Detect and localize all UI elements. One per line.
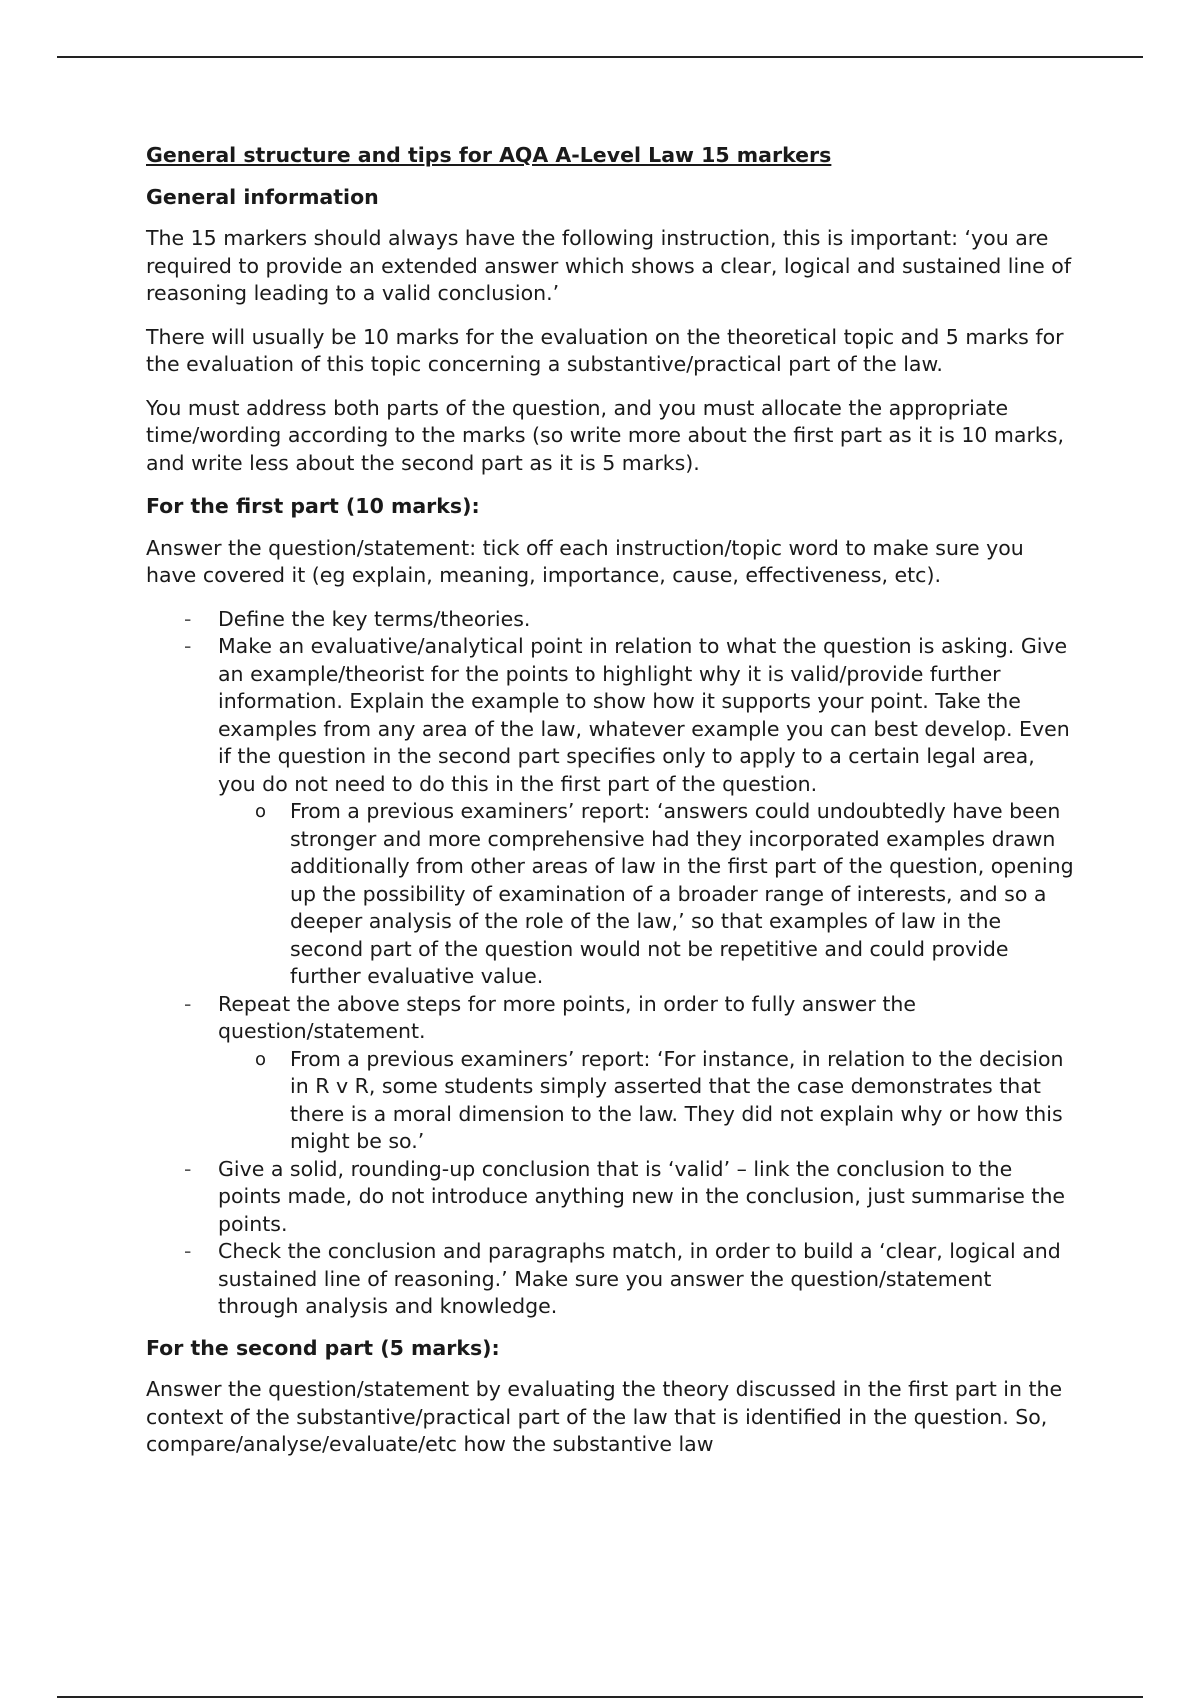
dash-bullet-icon: - xyxy=(184,634,192,658)
dash-bullet-icon: - xyxy=(184,991,192,1016)
section-heading-first-part: For the first part (10 marks): xyxy=(146,494,480,518)
list-item-text: Give a solid, rounding-up conclusion that is ‘valid’ – link the conclusion to the points made, do not introduce anything new in the conclusion, just summarise the points. xyxy=(218,1156,1066,1236)
paragraph: Answer the question/statement by evaluating the theory discussed in the first part in the context of the substantive/practical part of the law that is identified in the question. So, compare/analyse/evaluate/etc how the substantive law xyxy=(146,1377,1063,1456)
bottom-divider xyxy=(57,1696,1143,1698)
paragraph: Answer the question/statement: tick off each instruction/topic word to make sure you have covered it (eg explain, meaning, importance, cause, effectiveness, etc). xyxy=(146,535,1024,587)
list-item xyxy=(146,606,1076,634)
circle-bullet-icon: o xyxy=(255,1048,267,1070)
sub-bullet-list xyxy=(218,1046,1076,1156)
sub-list-item-text: From a previous examiners’ report: ‘answers could undoubtedly have been stronger and more comprehensive had they incorporated examples drawn additionally from other areas of law in the first part of the question, opening up the possibility of examination of a broader range of interests, and so a deeper analysis of the role of the law,’ so that examples of law in the second part of the question would not be repetitive and could provide further evaluative value. xyxy=(290,799,1074,988)
list-item xyxy=(146,991,1076,1156)
list-item-text: Make an evaluative/analytical point in relation to what the question is asking. Give an example/theorist for the points to highlight why it is valid/provide further information. Explain the example to show how it supports your point. Take the examples from any area of the law, whatever example you can best develop. Even if the question in the second part specifies only to apply to a certain legal area, you do not need to do this in the first part of the question. xyxy=(218,634,1070,796)
section-heading-general: General information xyxy=(146,184,379,209)
sub-bullet-list xyxy=(218,798,1076,991)
paragraph: The 15 markers should always have the following instruction, this is important: ‘you are required to provide an extended answer which shows a clear, logical and sustained line of reasoning leading to a valid conclusion.’ xyxy=(146,226,1072,305)
paragraph: You must address both parts of the question, and you must allocate the appropriate time/wording according to the marks (so write more about the first part as it is 10 marks, and write less about the second part as it is 5 marks). xyxy=(146,395,1064,475)
sub-list-item-text: From a previous examiners’ report: ‘For instance, in relation to the decision in R v R, some students simply asserted that the case demonstrates that there is a moral dimension to the law. They did not explain why or how this might be so.’ xyxy=(290,1046,1064,1153)
document-body xyxy=(146,142,1076,1475)
list-item-text: Repeat the above steps for more points, in order to fully answer the question/statement. xyxy=(218,991,917,1043)
list-item xyxy=(146,1156,1076,1239)
circle-bullet-icon: o xyxy=(255,801,267,822)
page-title: General structure and tips for AQA A-Level Law 15 markers xyxy=(146,143,832,167)
section-heading-second-part: For the second part (5 marks): xyxy=(146,1335,500,1360)
list-item-text: Define the key terms/theories. xyxy=(218,606,531,631)
dash-bullet-icon: - xyxy=(184,1239,192,1263)
dash-bullet-icon: - xyxy=(184,606,192,631)
top-divider xyxy=(57,56,1143,58)
sub-list-item xyxy=(218,1046,1076,1156)
list-item xyxy=(146,1238,1076,1321)
bullet-list xyxy=(146,606,1076,1321)
list-item-text: Check the conclusion and paragraphs match, in order to build a ‘clear, logical and sustained line of reasoning.’ Make sure you answer the question/statement through analysis and knowledge. xyxy=(218,1239,1061,1318)
dash-bullet-icon: - xyxy=(184,1156,192,1181)
list-item xyxy=(146,633,1076,991)
paragraph: There will usually be 10 marks for the evaluation on the theoretical topic and 5 marks for the evaluation of this topic concerning a substantive/practical part of the law. xyxy=(146,324,1064,376)
sub-list-item xyxy=(218,798,1076,991)
